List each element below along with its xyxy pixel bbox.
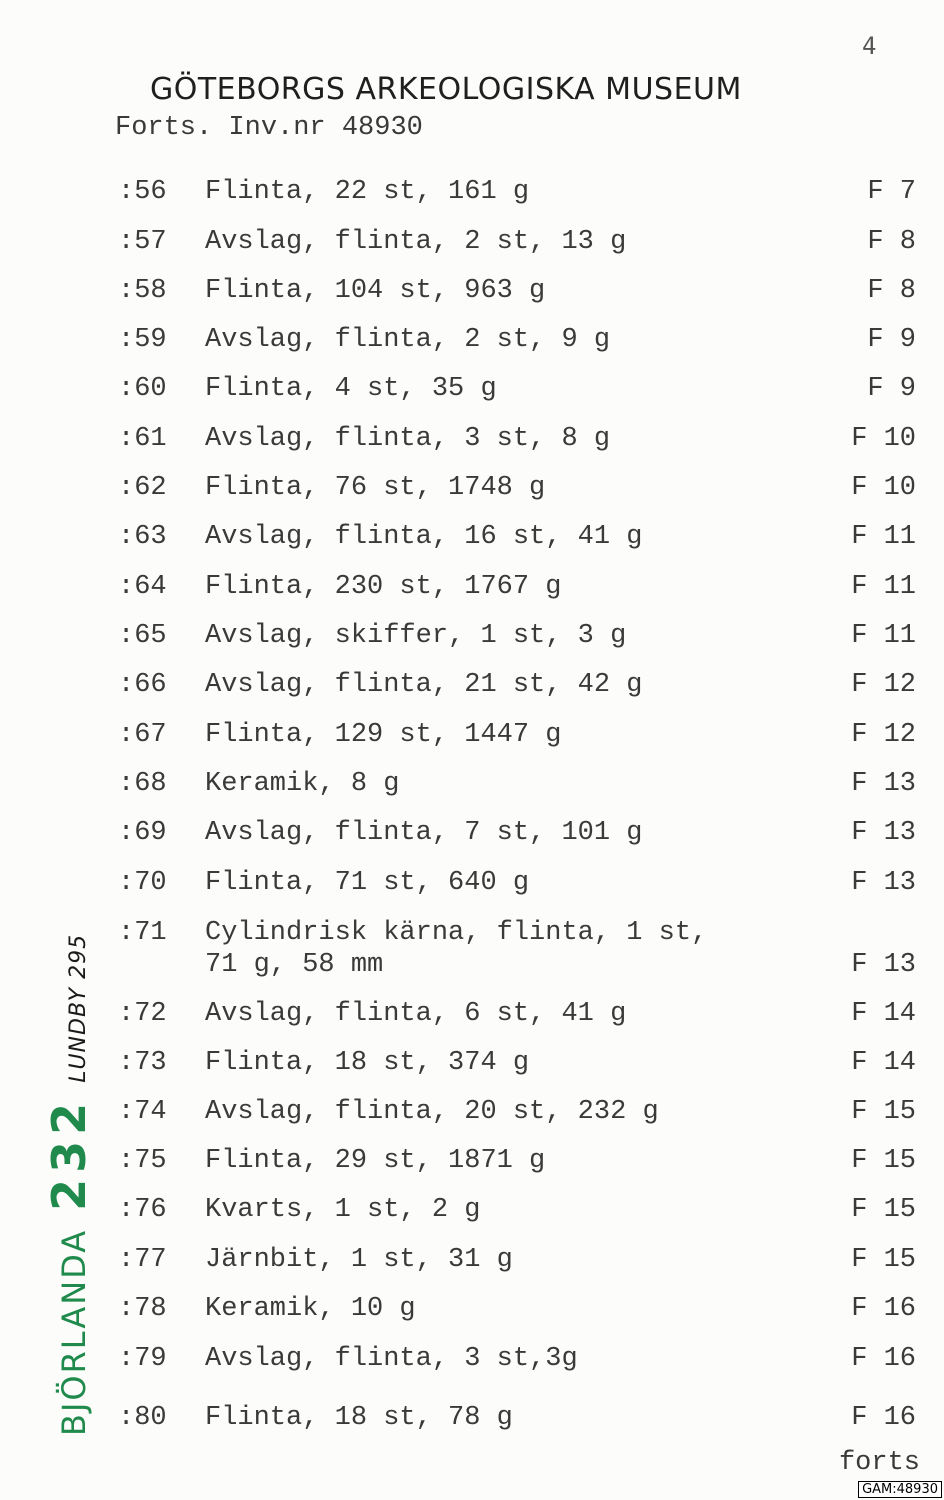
entry-number: :69 (118, 818, 167, 848)
entry-number: :70 (118, 868, 167, 898)
entry-number: :58 (118, 276, 167, 306)
entry-description: Flinta, 18 st, 374 g (205, 1048, 530, 1078)
museum-title: GÖTEBORGS ARKEOLOGISKA MUSEUM (150, 72, 742, 107)
entry-number: :66 (118, 670, 167, 700)
entry-find-location: F 12 (851, 670, 916, 700)
entry-find-location: F 13 (851, 818, 916, 848)
entry-find-location: F 15 (851, 1146, 916, 1176)
site-number: 232 (42, 1096, 96, 1211)
entry-number: :56 (118, 177, 167, 207)
inventory-stamp: GAM:48930 (858, 1481, 942, 1498)
entry-number: :60 (118, 374, 167, 404)
entry-description-cont: 71 g, 58 mm (205, 950, 384, 980)
entry-find-location: F 11 (851, 522, 916, 552)
entry-number: :67 (118, 720, 167, 750)
entry-description: Avslag, flinta, 3 st,3g (205, 1344, 578, 1374)
entry-row (0, 1097, 944, 1137)
entry-number: :59 (118, 325, 167, 355)
entry-description: Avslag, flinta, 6 st, 41 g (205, 999, 627, 1029)
entry-number: :62 (118, 473, 167, 503)
entry-find-location: F 11 (851, 572, 916, 602)
entry-row (0, 621, 944, 661)
entry-row (0, 1195, 944, 1235)
entry-row (0, 424, 944, 464)
side-label-text (42, 934, 96, 1436)
entry-description: Flinta, 22 st, 161 g (205, 177, 530, 207)
entry-row (0, 868, 944, 908)
entry-number: :65 (118, 621, 167, 651)
entry-find-location: F 13 (851, 769, 916, 799)
entry-find-location: F 15 (851, 1195, 916, 1225)
entry-row (0, 227, 944, 267)
entry-find-location: F 16 (851, 1344, 916, 1374)
inventory-subtitle: Forts. Inv.nr 48930 (115, 113, 423, 143)
entry-number: :68 (118, 769, 167, 799)
entry-row (0, 177, 944, 217)
entry-row (0, 918, 944, 980)
entry-number: :79 (118, 1344, 167, 1374)
entry-description: Keramik, 8 g (205, 769, 400, 799)
entry-number: :80 (118, 1403, 167, 1433)
entry-description: Flinta, 129 st, 1447 g (205, 720, 562, 750)
entry-row (0, 522, 944, 562)
entry-row (0, 670, 944, 710)
entry-number: :64 (118, 572, 167, 602)
entry-row (0, 818, 944, 858)
entry-find-location: F 10 (851, 473, 916, 503)
entry-row (0, 769, 944, 809)
entry-find-location: F 15 (851, 1245, 916, 1275)
entry-find-location: F 8 (867, 227, 916, 257)
continued-label: forts (838, 1448, 920, 1478)
entry-number: :61 (118, 424, 167, 454)
entry-description: Avslag, flinta, 16 st, 41 g (205, 522, 643, 552)
page-number: 4 (862, 32, 877, 60)
site-reference: LUNDBY 295 (66, 933, 91, 1083)
entry-find-location: F 15 (851, 1097, 916, 1127)
entry-find-location: F 12 (851, 720, 916, 750)
entry-description: Avslag, skiffer, 1 st, 3 g (205, 621, 627, 651)
entry-description: Cylindrisk kärna, flinta, 1 st, (205, 918, 708, 948)
entry-find-location: F 9 (867, 325, 916, 355)
entry-number: :73 (118, 1048, 167, 1078)
entry-description: Avslag, flinta, 2 st, 13 g (205, 227, 627, 257)
entry-number: :71 (118, 918, 167, 948)
entry-row (0, 374, 944, 414)
entry-description: Avslag, flinta, 21 st, 42 g (205, 670, 643, 700)
entry-row (0, 572, 944, 612)
entry-number: :57 (118, 227, 167, 257)
entry-number: :77 (118, 1245, 167, 1275)
entry-find-location: F 7 (867, 177, 916, 207)
entry-row (0, 1344, 944, 1384)
entry-description: Keramik, 10 g (205, 1294, 416, 1324)
entry-description: Avslag, flinta, 2 st, 9 g (205, 325, 611, 355)
entry-row (0, 276, 944, 316)
entry-row (0, 1146, 944, 1186)
entry-find-location: F 14 (851, 1048, 916, 1078)
entry-row (0, 325, 944, 365)
entry-find-location: F 11 (851, 621, 916, 651)
entry-number: :72 (118, 999, 167, 1029)
entry-row (0, 720, 944, 760)
entry-row (0, 1048, 944, 1088)
entry-find-location: F 14 (851, 999, 916, 1029)
parish-name: BJÖRLANDA (55, 1228, 93, 1436)
entry-row (0, 473, 944, 513)
entry-number: :76 (118, 1195, 167, 1225)
entry-description: Avslag, flinta, 20 st, 232 g (205, 1097, 659, 1127)
entry-row (0, 1294, 944, 1334)
entry-find-location: F 16 (851, 1403, 916, 1433)
entry-number: :74 (118, 1097, 167, 1127)
entry-row (0, 1403, 944, 1443)
entry-find-location: F 16 (851, 1294, 916, 1324)
entry-description: Flinta, 18 st, 78 g (205, 1403, 513, 1433)
entry-number: :63 (118, 522, 167, 552)
entry-find-location: F 13 (851, 950, 916, 980)
entry-description: Flinta, 76 st, 1748 g (205, 473, 546, 503)
entry-row (0, 999, 944, 1039)
entry-find-location: F 10 (851, 424, 916, 454)
entry-description: Kvarts, 1 st, 2 g (205, 1195, 481, 1225)
entry-description: Avslag, flinta, 3 st, 8 g (205, 424, 611, 454)
entry-description: Flinta, 29 st, 1871 g (205, 1146, 546, 1176)
entry-find-location: F 9 (867, 374, 916, 404)
entry-find-location: F 8 (867, 276, 916, 306)
entry-description: Avslag, flinta, 7 st, 101 g (205, 818, 643, 848)
entry-description: Flinta, 230 st, 1767 g (205, 572, 562, 602)
entry-row (0, 1245, 944, 1285)
entry-find-location: F 13 (851, 868, 916, 898)
entry-description: Flinta, 71 st, 640 g (205, 868, 530, 898)
entry-description: Flinta, 4 st, 35 g (205, 374, 497, 404)
entry-description: Järnbit, 1 st, 31 g (205, 1245, 513, 1275)
side-label (0, 0, 96, 1500)
entry-description: Flinta, 104 st, 963 g (205, 276, 546, 306)
entry-number: :78 (118, 1294, 167, 1324)
entry-number: :75 (118, 1146, 167, 1176)
